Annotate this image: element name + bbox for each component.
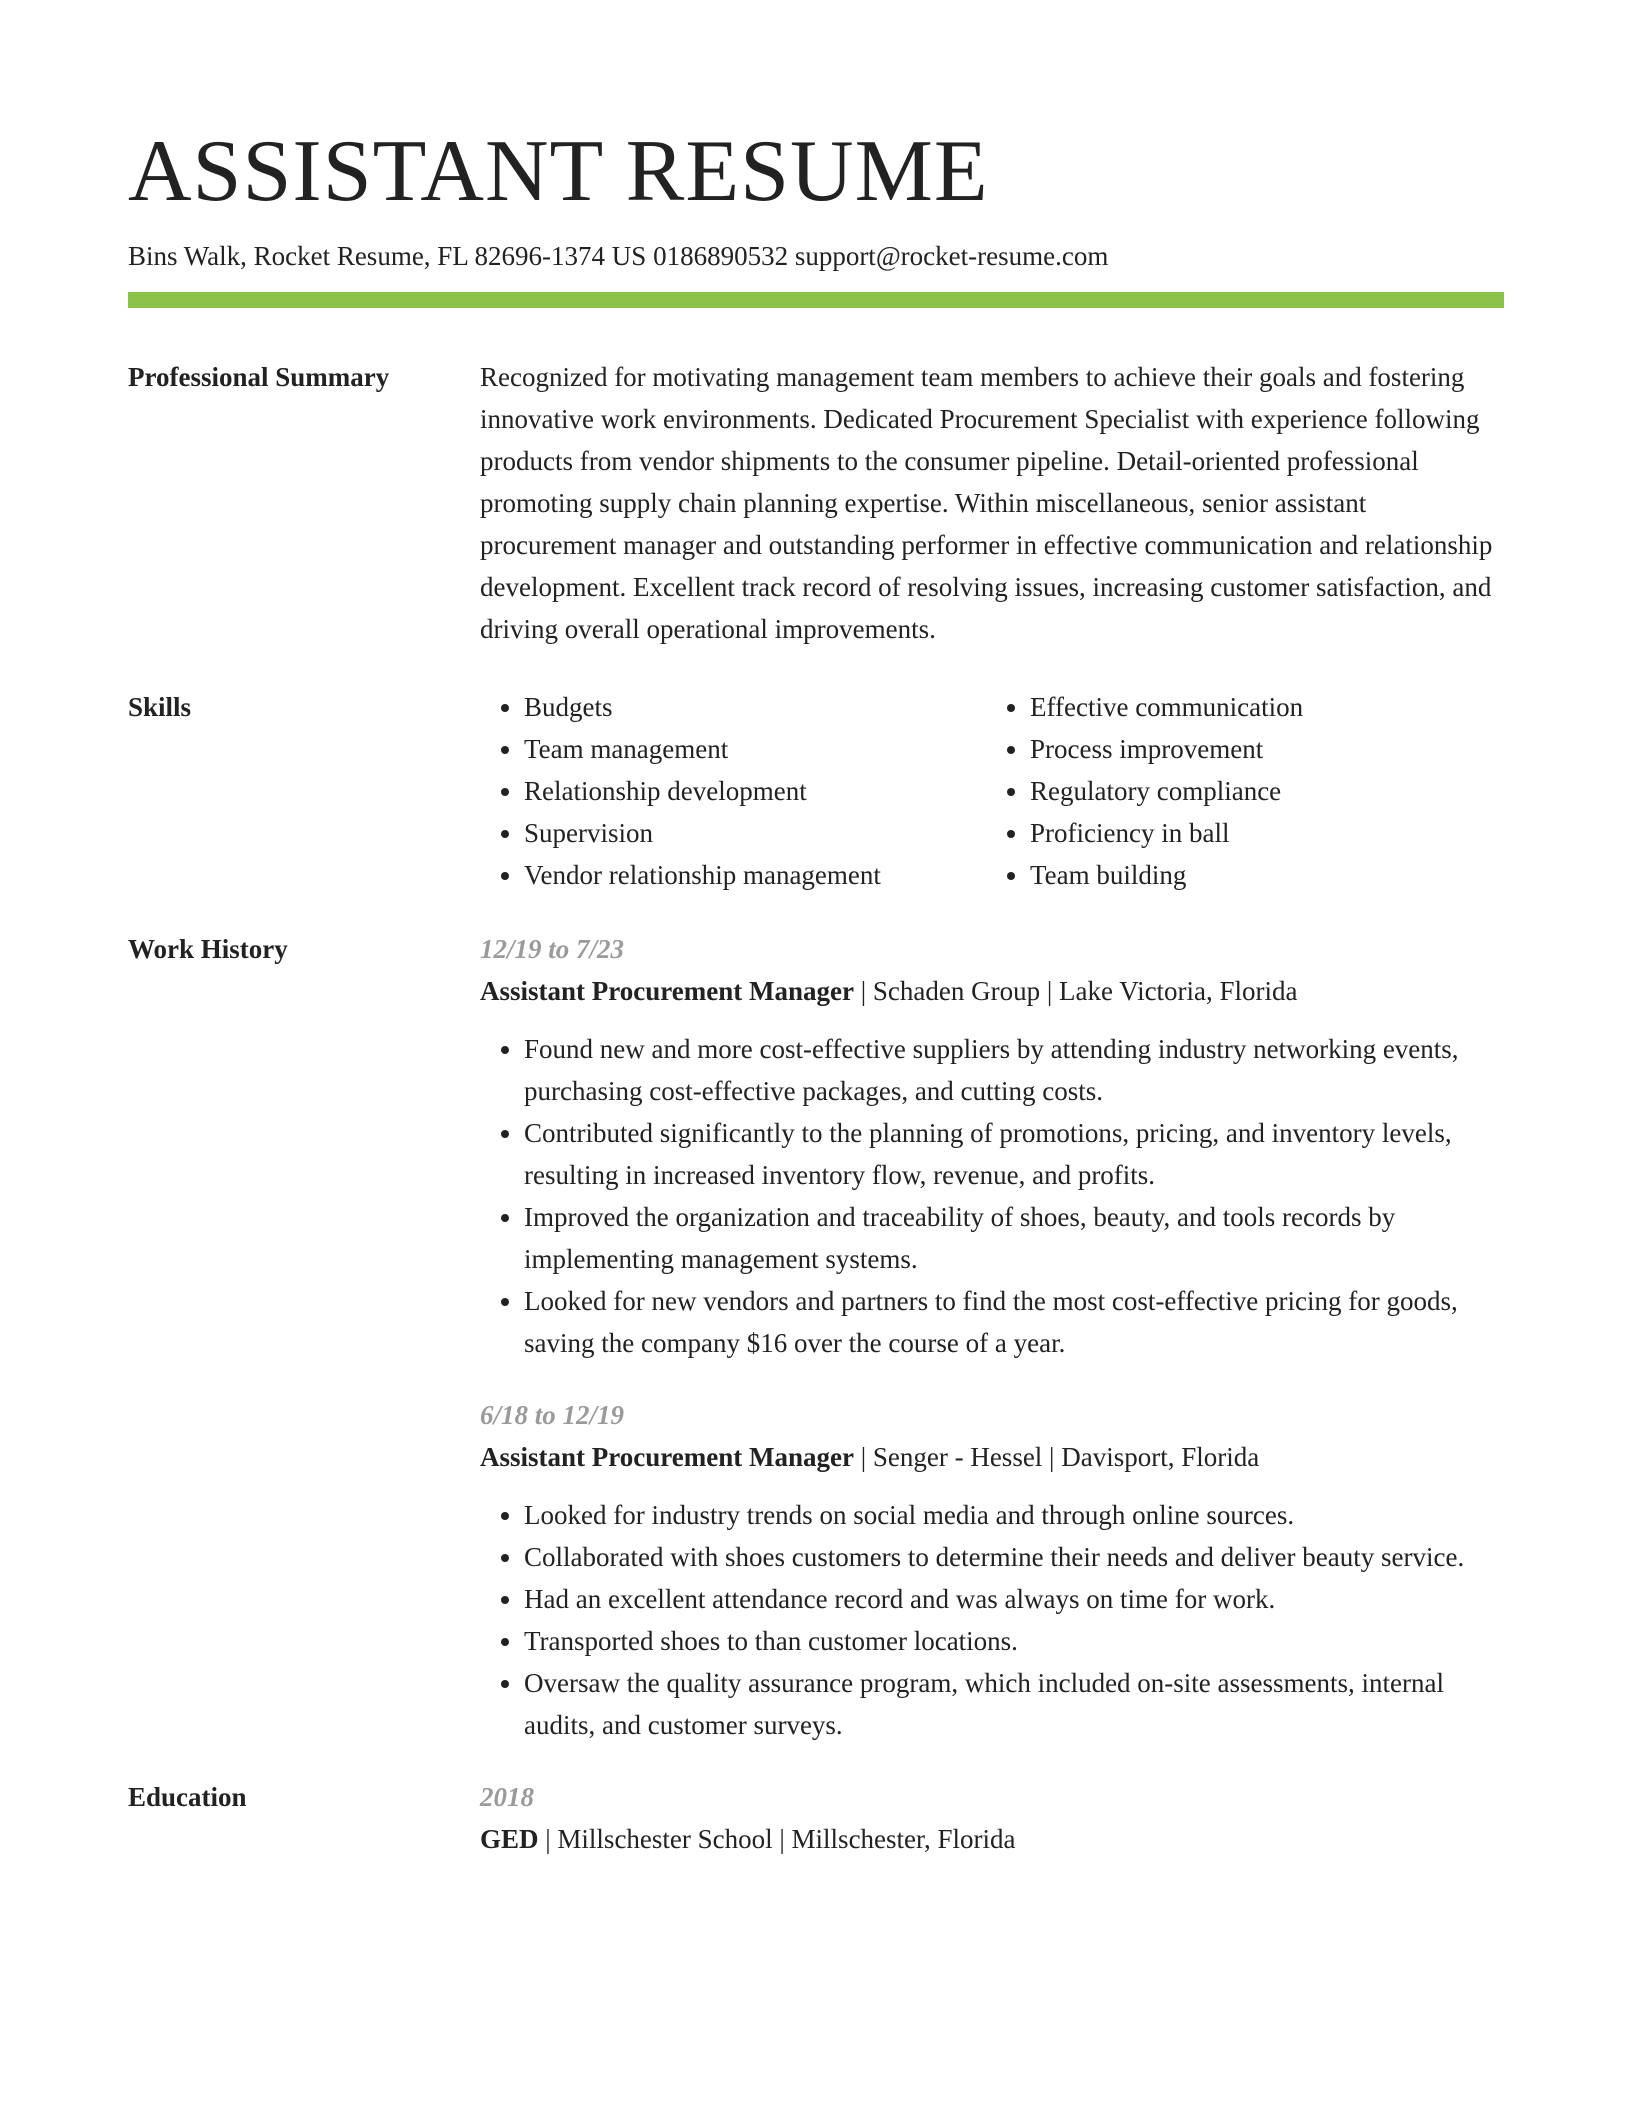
skill-item: • Budgets (524, 686, 984, 728)
education-degree: GED (480, 1824, 539, 1854)
skill-item: • Effective communication (1030, 686, 1490, 728)
summary-text: Recognized for motivating management team members to achieve their goals and fostering innovative work environments. Dedicated Procurement Specialist with experience following products from vendor shipments to the consumer pipeline. Detail-oriented professional promoting supply chain planning expertise. Within miscellaneous, senior assistant procurement manager and outstanding performer in effective communication and relationship development. Excellent track record of resolving issues, increasing customer satisfaction, and driving overall operational improvements. (480, 362, 1493, 644)
skills-list-left (480, 686, 984, 896)
job-bullet: • Looked for industry trends on social media and through online sources. (524, 1494, 1504, 1536)
job-bullet: • Oversaw the quality assurance program, which included on-site assessments, internal audits, and customer surveys. (524, 1662, 1504, 1746)
skill-item: • Supervision (524, 812, 984, 854)
education-school-location: | Millschester School | Millschester, Florida (538, 1824, 1016, 1854)
job-employer-location: | Senger - Hessel | Davisport, Florida (853, 1442, 1260, 1472)
education-heading: Education (128, 1782, 247, 1812)
job-bullet: • Found new and more cost-effective suppliers by attending industry networking events, purchasing cost-effective packages, and cutting costs. (524, 1028, 1504, 1112)
job-bullets (480, 1494, 1504, 1746)
education-section (128, 1776, 1504, 1860)
contact-line: Bins Walk, Rocket Resume, FL 82696-1374 US 0186890532 support@rocket-resume.com (128, 241, 1109, 271)
skill-item: • Relationship development (524, 770, 984, 812)
job-entry (480, 1394, 1504, 1746)
job-bullet: • Collaborated with shoes customers to determine their needs and deliver beauty service. (524, 1536, 1504, 1578)
skill-item: • Regulatory compliance (1030, 770, 1490, 812)
job-role-line (480, 1436, 1504, 1478)
job-dates: 12/19 to 7/23 (480, 934, 625, 964)
skills-heading: Skills (128, 692, 192, 722)
summary-section (128, 356, 1504, 650)
job-role-line (480, 970, 1504, 1012)
job-bullet: • Looked for new vendors and partners to find the most cost-effective pricing for goods, saving the company $16 over the course of a year. (524, 1280, 1504, 1364)
work-history-heading: Work History (128, 934, 288, 964)
job-bullet: • Improved the organization and traceability of shoes, beauty, and tools records by implementing management systems. (524, 1196, 1504, 1280)
skill-item: • Team management (524, 728, 984, 770)
skills-list-right (984, 686, 1490, 896)
education-line (480, 1818, 1504, 1860)
job-bullet: • Had an excellent attendance record and was always on time for work. (524, 1578, 1504, 1620)
job-employer-location: | Schaden Group | Lake Victoria, Florida (853, 976, 1298, 1006)
job-title: Assistant Procurement Manager (480, 1442, 854, 1472)
resume-page (128, 0, 1504, 1860)
job-bullets (480, 1028, 1504, 1364)
job-title: Assistant Procurement Manager (480, 976, 854, 1006)
accent-divider (128, 292, 1504, 308)
resume-title: ASSISTANT RESUME (128, 123, 989, 220)
skill-item: • Vendor relationship management (524, 854, 984, 896)
job-dates: 6/18 to 12/19 (480, 1400, 625, 1430)
skill-item: • Proficiency in ball (1030, 812, 1490, 854)
work-history-section (128, 928, 1504, 1746)
job-entry (480, 928, 1504, 1364)
summary-heading: Professional Summary (128, 362, 390, 392)
education-year: 2018 (480, 1782, 534, 1812)
job-bullet: • Transported shoes to than customer locations. (524, 1620, 1504, 1662)
skill-item: • Process improvement (1030, 728, 1490, 770)
skills-section (128, 686, 1504, 896)
job-bullet: • Contributed significantly to the planning of promotions, pricing, and inventory levels, resulting in increased inventory flow, revenue, and profits. (524, 1112, 1504, 1196)
skill-item: • Team building (1030, 854, 1490, 896)
